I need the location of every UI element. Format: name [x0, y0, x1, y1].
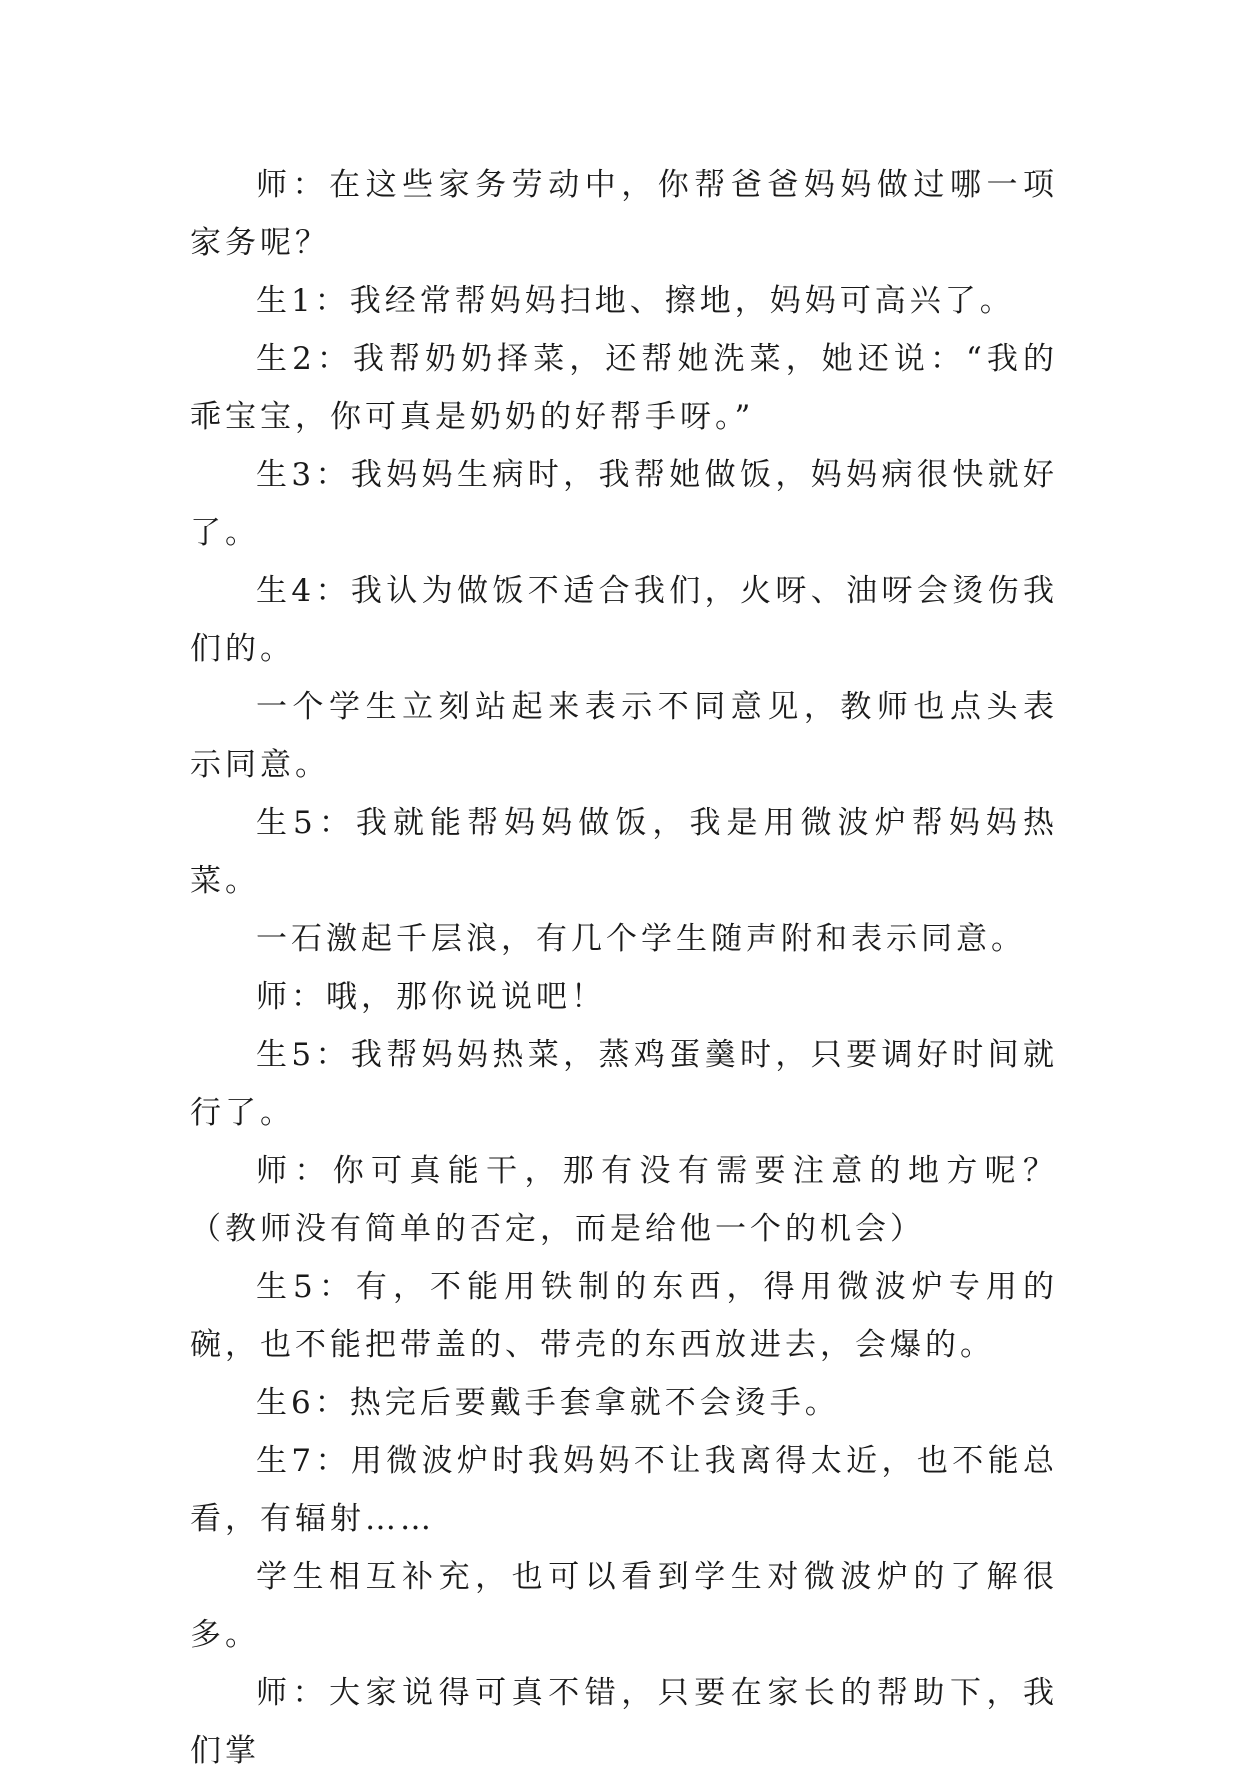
paragraph: 一个学生立刻站起来表示不同意见，教师也点头表示同意。 — [190, 689, 1058, 783]
paragraph: 生5：有，不能用铁制的东西，得用微波炉专用的碗，也不能把带盖的、带壳的东西放进去，会爆的。 — [190, 1269, 1058, 1363]
paragraph: 生4：我认为做饭不适合我们，火呀、油呀会烫伤我们的。 — [190, 573, 1058, 667]
paragraph: 师：大家说得可真不错，只要在家长的帮助下，我们掌 — [190, 1675, 1058, 1769]
document-body — [190, 156, 1058, 1780]
paragraph: 师：在这些家务劳动中，你帮爸爸妈妈做过哪一项家务呢？ — [190, 167, 1058, 261]
paragraph: 生2：我帮奶奶择菜，还帮她洗菜，她还说：“我的乖宝宝，你可真是奶奶的好帮手呀。” — [190, 341, 1058, 435]
paragraph: 生6：热完后要戴手套拿就不会烫手。 — [256, 1385, 840, 1421]
paragraph: 师：哦，那你说说吧！ — [256, 979, 606, 1015]
paragraph: 生5：我帮妈妈热菜，蒸鸡蛋羹时，只要调好时间就行了。 — [190, 1037, 1058, 1131]
paragraph: 生1：我经常帮妈妈扫地、擦地，妈妈可高兴了。 — [256, 283, 1015, 319]
paragraph: 一石激起千层浪，有几个学生随声附和表示同意。 — [256, 921, 1026, 957]
paragraph: 生5：我就能帮妈妈做饭，我是用微波炉帮妈妈热菜。 — [190, 805, 1058, 899]
paragraph: 生3：我妈妈生病时，我帮她做饭，妈妈病很快就好了。 — [190, 457, 1058, 551]
paragraph: 学生相互补充，也可以看到学生对微波炉的了解很多。 — [190, 1559, 1058, 1653]
paragraph: 师：你可真能干，那有没有需要注意的地方呢？（教师没有简单的否定，而是给他一个的机会） — [190, 1153, 1058, 1247]
paragraph: 生7：用微波炉时我妈妈不让我离得太近，也不能总看，有辐射…… — [190, 1443, 1058, 1537]
